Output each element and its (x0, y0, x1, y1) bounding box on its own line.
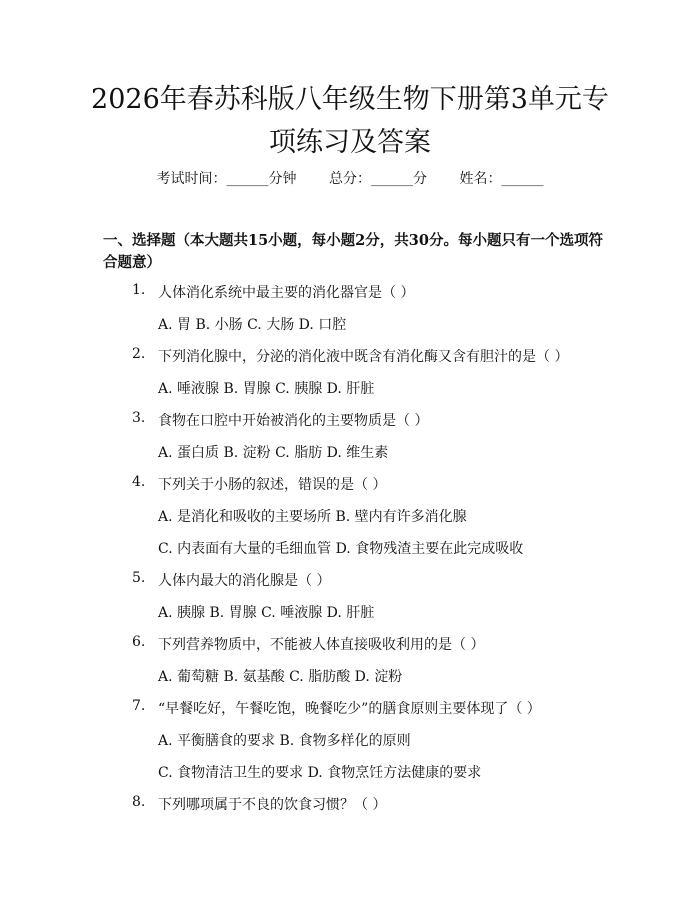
question (0, 698, 700, 730)
question-number: 2. (132, 346, 146, 362)
question (0, 410, 700, 442)
score-blank: ______ (371, 171, 413, 187)
question (0, 474, 700, 506)
question-options (0, 602, 700, 634)
name-label: 姓名： (459, 171, 502, 187)
exam-time (157, 171, 297, 187)
section-heading: 一、选择题（本大题共15小题，每小题2分，共30分。每小题只有一个选项符合题意） (103, 232, 603, 271)
options-text: A. 葡萄糖 B. 氨基酸 C. 脂肪酸 D. 淀粉 (158, 669, 403, 685)
title-line-2: 项练习及答案 (269, 127, 431, 158)
question-options (0, 506, 700, 538)
question-stem: 食物在口腔中开始被消化的主要物质是（ ） (158, 413, 429, 429)
question-number: 3. (132, 410, 146, 426)
options-text: C. 食物清洁卫生的要求 D. 食物烹饪方法健康的要求 (158, 765, 482, 781)
question-stem: “早餐吃好，午餐吃饱，晚餐吃少”的膳食原则主要体现了（ ） (158, 701, 541, 717)
page-title (0, 78, 700, 164)
question-options (0, 762, 700, 794)
options-text: A. 胃 B. 小肠 C. 大肠 D. 口腔 (158, 317, 347, 333)
exam-name (459, 171, 543, 187)
question-number: 5. (132, 570, 146, 586)
question-number: 4. (132, 474, 146, 490)
name-blank: ______ (501, 171, 544, 187)
question (0, 634, 700, 666)
options-text: A. 是消化和吸收的主要场所 B. 壁内有许多消化腺 (158, 509, 467, 525)
question (0, 794, 700, 826)
question-stem: 下列哪项属于不良的饮食习惯？（ ） (158, 797, 387, 813)
question-number: 8. (132, 794, 146, 810)
question-stem: 下列营养物质中，不能被人体直接吸收利用的是（ ） (158, 637, 485, 653)
options-text: A. 蛋白质 B. 淀粉 C. 脂肪 D. 维生素 (158, 445, 389, 461)
title-line-1: 2026年春苏科版八年级生物下册第3单元专 (91, 84, 609, 115)
question-options (0, 538, 700, 570)
options-text: C. 内表面有大量的毛细血管 D. 食物残渣主要在此完成吸收 (158, 541, 524, 557)
score-label: 总分： (329, 171, 371, 187)
time-unit: 分钟 (268, 171, 297, 187)
question-options (0, 666, 700, 698)
question-number: 6. (132, 634, 146, 650)
question-number: 1. (132, 282, 146, 298)
exam-score (329, 171, 427, 187)
question-stem: 下列关于小肠的叙述，错误的是（ ） (158, 477, 387, 493)
question-options (0, 314, 700, 346)
question-options (0, 442, 700, 474)
question-stem: 人体内最大的消化腺是（ ） (158, 573, 331, 589)
options-text: A. 平衡膳食的要求 B. 食物多样化的原则 (158, 733, 411, 749)
score-unit: 分 (413, 171, 427, 187)
time-label: 考试时间： (156, 171, 227, 187)
question (0, 346, 700, 378)
question (0, 570, 700, 602)
question (0, 282, 700, 314)
options-text: A. 胰腺 B. 胃腺 C. 唾液腺 D. 肝脏 (158, 605, 375, 621)
question-list (0, 282, 700, 826)
time-blank: ______ (226, 171, 269, 187)
options-text: A. 唾液腺 B. 胃腺 C. 胰腺 D. 肝脏 (158, 381, 375, 397)
question-stem: 下列消化腺中，分泌的消化液中既含有消化酶又含有胆汁的是（ ） (158, 349, 569, 365)
question-options (0, 378, 700, 410)
exam-meta (0, 168, 700, 188)
question-options (0, 730, 700, 762)
question-stem: 人体消化系统中最主要的消化器官是（ ） (158, 285, 415, 301)
question-number: 7. (132, 698, 146, 714)
